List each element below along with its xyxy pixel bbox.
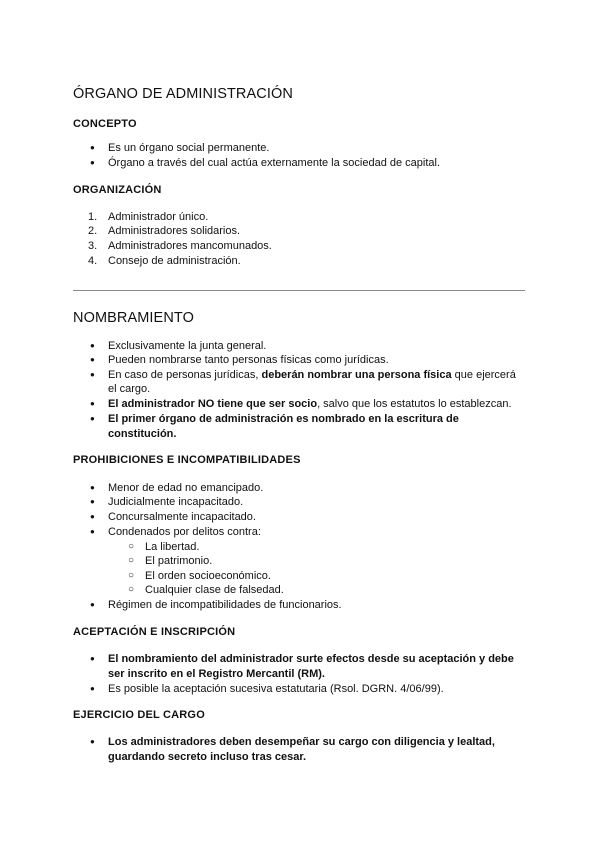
list-item: Órgano a través del cual actúa externamente la sociedad de capital.: [108, 157, 441, 169]
sub-bullet-icon: ○: [128, 541, 135, 552]
list-item: Es un órgano social permanente.: [108, 142, 270, 154]
list-item-continuation: ser inscrito en el Registro Mercantil (RM).: [108, 668, 325, 680]
list-number: 4.: [88, 255, 98, 267]
sub-list-item: Cualquier clase de falsedad.: [145, 584, 284, 596]
list-item: El primer órgano de administración es nombrado en la escritura de: [108, 413, 459, 425]
list-item: Menor de edad no emancipado.: [108, 482, 264, 494]
section-heading-concepto: CONCEPTO: [73, 118, 137, 130]
sub-bullet-icon: ○: [128, 555, 135, 566]
list-item-continuation: guardando secreto incluso tras cesar.: [108, 751, 307, 763]
section-title-nombramiento: NOMBRAMIENTO: [73, 310, 194, 326]
list-item: Exclusivamente la junta general.: [108, 340, 267, 352]
bullet-icon: ●: [90, 600, 95, 609]
section-heading-aceptacion: ACEPTACIÓN E INSCRIPCIÓN: [73, 626, 236, 638]
list-item: Consejo de administración.: [108, 255, 241, 267]
bullet-icon: ●: [90, 158, 95, 167]
list-item: Administrador único.: [108, 211, 209, 223]
list-number: 3.: [88, 240, 98, 252]
bullet-icon: ●: [90, 414, 95, 423]
list-item: Condenados por delitos contra:: [108, 526, 261, 538]
list-item: Los administradores deben desempeñar su cargo con diligencia y lealtad,: [108, 736, 495, 748]
list-item-continuation: el cargo.: [108, 383, 151, 395]
sub-list-item: El patrimonio.: [145, 555, 213, 567]
bullet-icon: ●: [90, 399, 95, 408]
list-item: El administrador NO tiene que ser socio, salvo que los estatutos lo establezcan.: [108, 398, 512, 410]
section-heading-organizacion: ORGANIZACIÓN: [73, 184, 162, 196]
list-item: Es posible la aceptación sucesiva estatutaria (Rsol. DGRN. 4/06/99).: [108, 683, 444, 695]
horizontal-divider: [73, 290, 525, 291]
list-number: 1.: [88, 211, 98, 223]
list-item: Concursalmente incapacitado.: [108, 511, 256, 523]
list-item: Administradores solidarios.: [108, 225, 241, 237]
bullet-icon: ●: [90, 370, 95, 379]
sub-bullet-icon: ○: [128, 570, 135, 581]
bullet-icon: ●: [90, 737, 95, 746]
list-item: Judicialmente incapacitado.: [108, 496, 244, 508]
bullet-icon: ●: [90, 684, 95, 693]
section-heading-ejercicio: EJERCICIO DEL CARGO: [73, 709, 205, 721]
list-item-continuation: constitución.: [108, 428, 177, 440]
sub-list-item: El orden socioeconómico.: [145, 570, 271, 582]
bullet-icon: ●: [90, 527, 95, 536]
section-heading-prohibiciones: PROHIBICIONES E INCOMPATIBILIDADES: [73, 454, 301, 466]
bullet-icon: ●: [90, 512, 95, 521]
bullet-icon: ●: [90, 497, 95, 506]
bullet-icon: ●: [90, 341, 95, 350]
bullet-icon: ●: [90, 654, 95, 663]
bullet-icon: ●: [90, 483, 95, 492]
list-item: Régimen de incompatibilidades de funcionarios.: [108, 599, 342, 611]
list-item: El nombramiento del administrador surte efectos desde su aceptación y debe: [108, 653, 514, 665]
page-title: ÓRGANO DE ADMINISTRACIÓN: [73, 86, 293, 102]
sub-list-item: La libertad.: [145, 541, 200, 553]
list-number: 2.: [88, 225, 98, 237]
sub-bullet-icon: ○: [128, 584, 135, 595]
bullet-icon: ●: [90, 143, 95, 152]
list-item: En caso de personas jurídicas, deberán nombrar una persona física que ejercerá: [108, 369, 516, 381]
bullet-icon: ●: [90, 355, 95, 364]
list-item: Administradores mancomunados.: [108, 240, 272, 252]
list-item: Pueden nombrarse tanto personas físicas como jurídicas.: [108, 354, 389, 366]
